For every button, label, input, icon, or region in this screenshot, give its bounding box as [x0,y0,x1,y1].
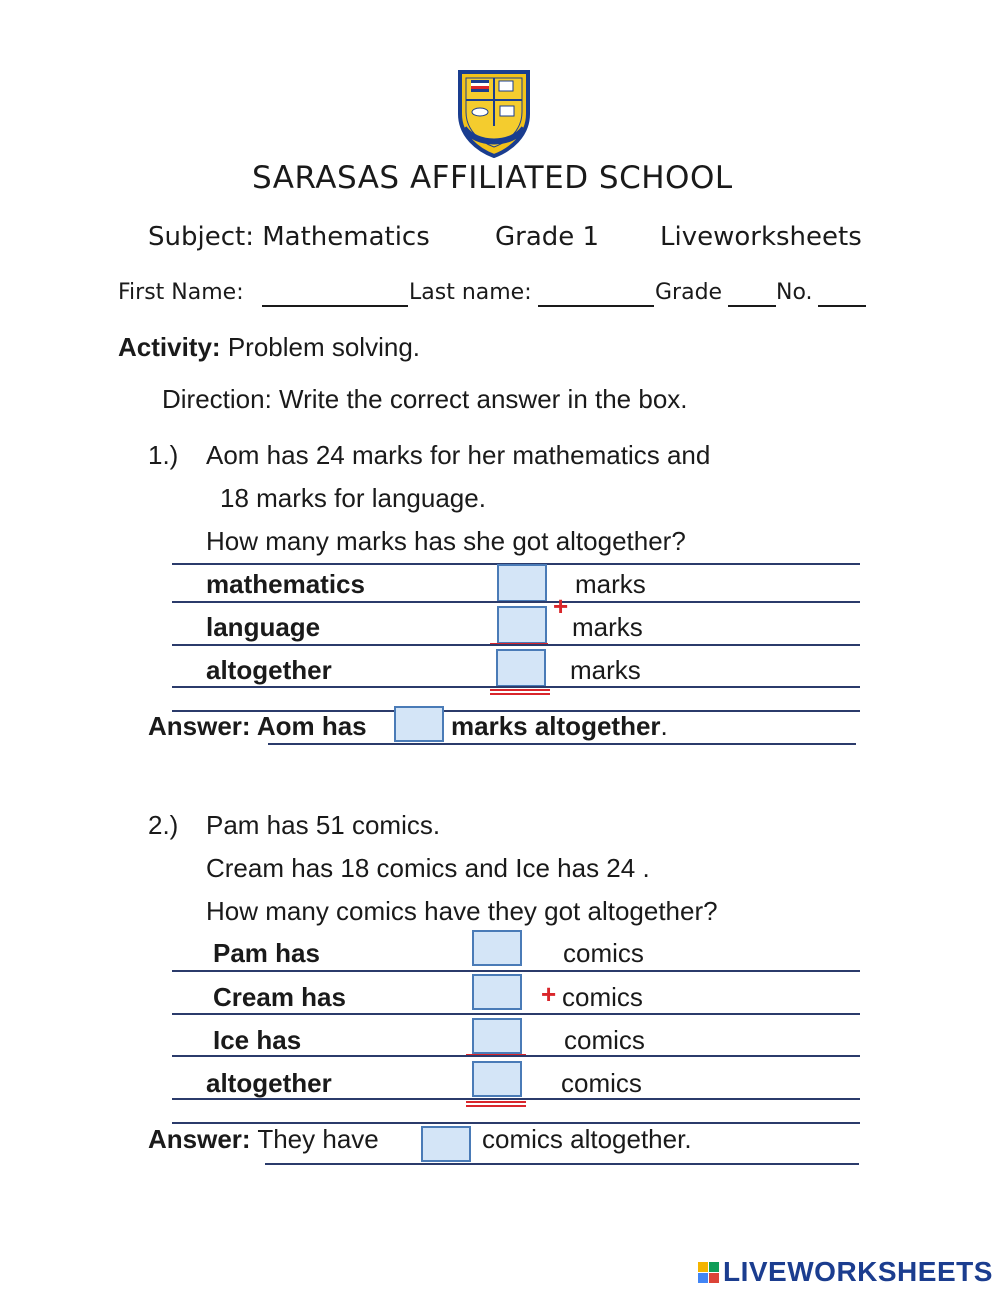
q1-plus-icon: + [553,591,569,621]
brand-text: LIVEWORKSHEETS [723,1256,993,1287]
q2-pam-answer-box[interactable] [472,930,522,966]
q1-answer-label: Answer: Aom has [148,711,367,741]
activity-line [118,332,420,363]
q2-question: How many comics have they got altogether? [206,896,718,926]
first-name-blank[interactable] [262,305,408,307]
q1-row-label: mathematics [206,569,365,599]
first-name-label: First Name: [118,280,244,305]
q2-line1: Pam has 51 comics. [206,810,441,840]
last-name-label: Last name: [409,280,532,305]
q1-row-unit: marks [575,569,646,599]
school-crest [454,66,534,158]
liveworksheets-logo-icon [698,1262,719,1283]
q1-rule-2 [172,601,860,603]
q1-row-label: altogether [206,655,332,685]
school-crest-icon [454,66,534,158]
q2-ice-answer-box[interactable] [472,1018,522,1054]
q1-line2: 18 marks for language. [220,483,486,513]
q1-answer-tail [451,711,668,742]
grade-label: Grade 1 [495,222,600,252]
grade-field-label: Grade [655,280,723,305]
q2-rule-2 [172,1013,860,1015]
last-name-blank[interactable] [538,305,654,307]
q2-plus-icon: + [541,979,557,1009]
q2-answer-label: Answer: [148,1124,251,1154]
q2-row-unit: comics [562,982,643,1012]
number-blank[interactable] [818,305,866,307]
q2-row-label: Pam has [213,938,320,968]
activity-text: Problem solving. [227,332,421,362]
liveworksheets-brand [698,1256,993,1288]
activity-label: Activity: [118,332,221,362]
q2-altogether-answer-box[interactable] [472,1061,522,1097]
q1-answer-tail-text: marks altogether [451,711,661,741]
q2-row-label: Cream has [213,982,346,1012]
q1-line1: Aom has 24 marks for her mathematics and [206,440,711,470]
q2-row-unit: comics [561,1068,642,1098]
q2-answer-tail: comics altogether. [482,1124,692,1154]
q2-cream-answer-box[interactable] [472,974,522,1010]
q2-answer-box[interactable] [421,1126,471,1162]
q1-question: How many marks has she got altogether? [206,526,686,556]
q1-rule-4 [172,686,860,688]
q1-answer-period: . [660,711,668,741]
q1-altogether-answer-box[interactable] [496,649,546,687]
q2-rule-3 [172,1055,860,1057]
q1-rule-3 [172,644,860,646]
subject-label: Subject: Mathematics [148,222,430,252]
q1-mathematics-answer-box[interactable] [497,564,547,602]
q2-row-unit: comics [563,938,644,968]
q2-row-unit: comics [564,1025,645,1055]
q1-total-double-underline [490,689,550,695]
direction-text: Direction: Write the correct answer in the box. [162,384,688,414]
q1-answer-rule [268,743,856,745]
number-label: No. [776,280,813,305]
q2-answer-mid: They have [257,1124,379,1154]
q2-number: 2.) [148,810,179,840]
q1-language-answer-box[interactable] [497,606,547,644]
q1-row-unit: marks [570,655,641,685]
q2-line2: Cream has 18 comics and Ice has 24 . [206,853,650,883]
q1-row-unit: marks [572,612,643,642]
q2-row-label: Ice has [213,1025,302,1055]
q2-rule-4 [172,1098,860,1100]
q1-row-label: language [206,612,321,642]
q1-number: 1.) [148,440,179,470]
q2-rule-1 [172,970,860,972]
grade-blank[interactable] [728,305,776,307]
q2-answer-rule [265,1163,859,1165]
q1-answer-box[interactable] [394,706,444,742]
q2-row-label: altogether [206,1068,332,1098]
q2-total-double-underline [466,1101,526,1107]
q2-answer-line [148,1124,379,1155]
school-name: SARASAS AFFILIATED SCHOOL [252,160,733,196]
site-label: Liveworksheets [660,222,862,252]
